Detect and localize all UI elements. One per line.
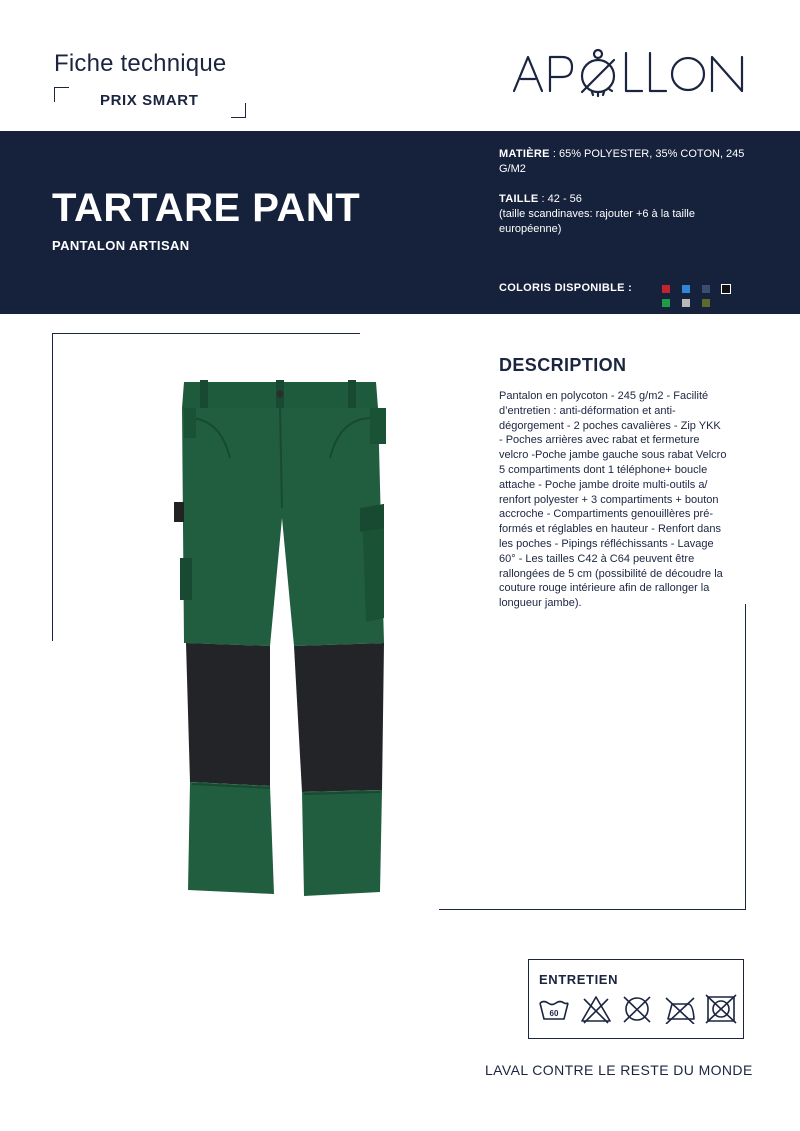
spec-size <box>499 192 739 237</box>
spec-size-note: (taille scandinaves: rajouter +6 à la taille européenne) <box>499 208 695 235</box>
available-colors-label: COLORIS DISPONIBLE : <box>499 282 633 294</box>
description-text: Pantalon en polycoton - 245 g/m2 - Facilité d’entretien : anti-déformation et anti-dégorgement - 2 poches cavalières - Zip YKK - Poches arrières avec rabat et fermeture velcro -Poche jambe gauche sous rabat Velcro 5 compartiments dont 1 téléphone+ boucle attache - Poche jambe droite multi-outils a/ renfort polyester + 3 compartiments + bouton accroche - Compartiments genouillères pré-formés et réglables en hauteur - Renfort dans les poches - Pipings réfléchissants - Lavage 60° - Les tailles C42 à C64 peuvent être rallongées de 5 cm (possibilité de découdre la couture rouge intérieure afin de rallonger la longueur jambe). <box>499 390 727 610</box>
wash-60-icon <box>540 1002 568 1020</box>
document-title: Fiche technique <box>54 50 227 77</box>
spec-material-value: : 65% POLYESTER, 35% COTON, 245 G/M2 <box>499 148 745 175</box>
no-tumble-dry-icon <box>706 995 736 1023</box>
color-swatch <box>682 285 690 293</box>
care-icons-row <box>538 994 738 1024</box>
wash-temperature: 60 <box>549 1009 559 1018</box>
no-bleach-icon <box>582 997 610 1023</box>
description-heading: DESCRIPTION <box>499 355 627 375</box>
description-frame-bottom <box>439 909 746 910</box>
apollon-logo <box>512 45 748 100</box>
no-iron-icon <box>666 998 694 1024</box>
spec-size-value: : 42 - 56 <box>538 193 582 205</box>
footer-slogan: LAVAL CONTRE LE RESTE DU MONDE <box>485 1062 753 1078</box>
product-category: PANTALON ARTISAN <box>52 238 190 253</box>
color-swatch <box>662 299 670 307</box>
color-swatch <box>702 285 710 293</box>
corner-bracket-top-left <box>54 87 69 102</box>
price-tier-label: PRIX SMART <box>100 92 199 109</box>
spec-material <box>499 147 749 177</box>
product-image-pants <box>170 378 390 898</box>
corner-bracket-bottom-right <box>231 103 246 118</box>
description-frame-right <box>745 604 746 910</box>
spec-material-label: MATIÈRE <box>499 148 550 160</box>
spec-size-label: TAILLE <box>499 193 539 205</box>
care-heading: ENTRETIEN <box>539 972 619 987</box>
no-dry-clean-icon <box>624 997 650 1022</box>
image-frame-top <box>52 333 360 334</box>
image-frame-left <box>52 333 53 641</box>
color-swatch <box>702 299 710 307</box>
color-swatch <box>662 285 670 293</box>
color-swatch <box>682 299 690 307</box>
product-name: TARTARE PANT <box>52 186 361 230</box>
color-swatch <box>722 285 730 293</box>
